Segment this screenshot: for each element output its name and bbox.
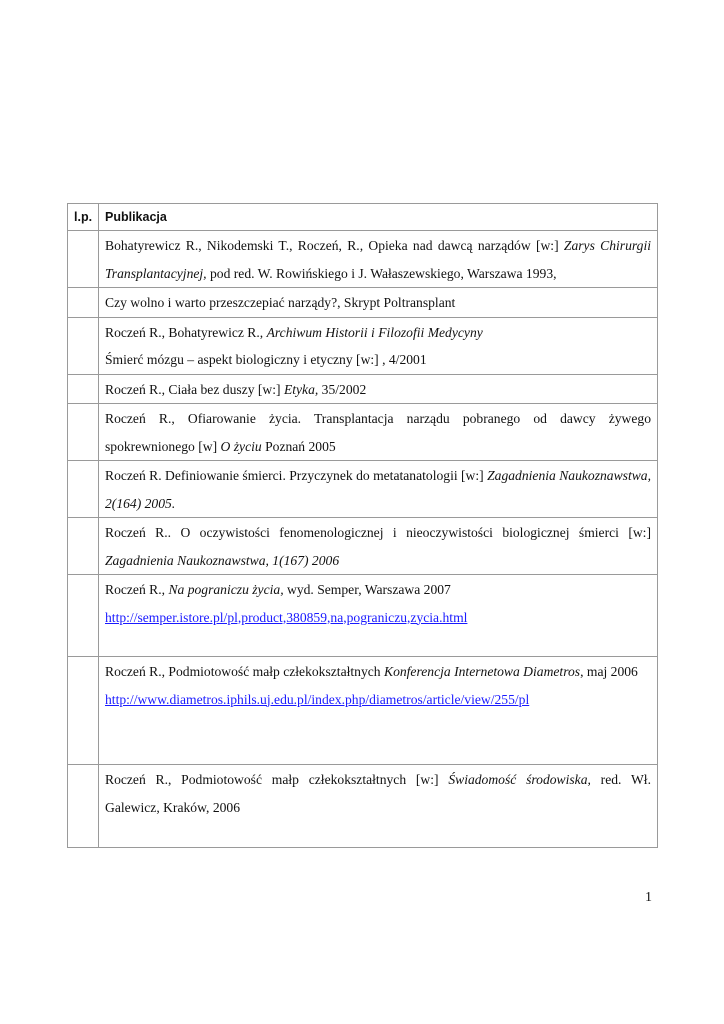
publication-cell <box>99 765 658 848</box>
publication-title: Konferencja Internetowa Diametros <box>384 664 581 679</box>
publication-text: Roczeń R., <box>105 582 169 597</box>
publication-cell <box>99 575 658 657</box>
row-number-cell <box>68 657 99 765</box>
publication-cell <box>99 231 658 288</box>
table-row <box>68 404 658 461</box>
row-number-cell <box>68 765 99 848</box>
publication-text: Roczeń R., Ofiarowanie życia. Transplantacja narządu pobranego od dawcy żywego spokrewnionego [w] <box>105 411 651 454</box>
publications-table <box>67 203 658 848</box>
publication-text: , maj 2006 <box>580 664 638 679</box>
row-number-cell <box>68 575 99 657</box>
page-number: 1 <box>645 890 652 905</box>
row-number-cell <box>68 288 99 318</box>
publication-text: 35/2002 <box>318 381 367 397</box>
row-number-cell <box>68 374 99 404</box>
publication-title: Na pograniczu życia, <box>168 582 284 597</box>
publication-text: Śmierć mózgu – aspekt biologiczny i etyczny [w:] , 4/2001 <box>105 352 427 367</box>
row-number-cell <box>68 231 99 288</box>
row-number-cell <box>68 404 99 461</box>
publication-title: Zagadnienia Naukoznawstwa, 1(167) 2006 <box>105 552 340 568</box>
publication-title: Zarys Chirurgii Transplantacyjnej, <box>105 238 652 281</box>
publication-text: Bohatyrewicz R., Nikodemski T., Roczeń, R., Opieka nad dawcą narządów [w:] <box>105 238 564 253</box>
publication-text: Czy wolno i warto przeszczepiać narządy?, Skrypt Poltransplant <box>105 295 456 310</box>
header-lp: l.p. <box>68 204 99 231</box>
publication-text: Roczeń R., Podmiotowość małp człekokształtnych [w:] <box>105 772 449 787</box>
table-header-row <box>68 204 658 231</box>
publication-link[interactable]: http://semper.istore.pl/pl,product,380859,na,pograniczu,zycia.html <box>105 609 468 625</box>
publication-text: red. Wł. Galewicz, Kraków, 2006 <box>105 772 651 815</box>
table-row <box>68 765 658 848</box>
table-row <box>68 374 658 404</box>
table-row <box>68 317 658 374</box>
table-row <box>68 288 658 318</box>
table-row <box>68 575 658 657</box>
publication-cell <box>99 404 658 461</box>
publication-cell <box>99 317 658 374</box>
publication-cell <box>99 657 658 765</box>
publication-text: pod red. W. Rowińskiego i J. Wałaszewskiego, Warszawa 1993, <box>206 265 557 281</box>
row-number-cell <box>68 518 99 575</box>
publication-title: Zagadnienia Naukoznawstwa, 2(164) 2005. <box>105 468 651 511</box>
publication-cell <box>99 518 658 575</box>
row-number-cell <box>68 461 99 518</box>
publication-cell <box>99 288 658 318</box>
publication-link[interactable]: http://www.diametros.iphils.uj.edu.pl/index.php/diametros/article/view/255/pl <box>105 691 530 707</box>
publication-cell <box>99 374 658 404</box>
publication-title: Świadomość środowiska, <box>448 772 591 787</box>
publication-title: O życiu <box>220 438 262 454</box>
publication-cell <box>99 461 658 518</box>
row-number-cell <box>68 317 99 374</box>
publication-text: Poznań 2005 <box>261 438 336 454</box>
header-publication: Publikacja <box>99 204 658 231</box>
table-row <box>68 657 658 765</box>
table-row <box>68 518 658 575</box>
publication-text: Roczeń R., Bohatyrewicz R., <box>105 324 267 340</box>
publication-text: Roczeń R., Podmiotowość małp człekokształtnych <box>105 664 384 679</box>
table-row <box>68 461 658 518</box>
publication-text: wyd. Semper, Warszawa 2007 <box>283 582 451 597</box>
table-row <box>68 231 658 288</box>
publication-title: Etyka, <box>283 381 319 397</box>
publication-title: Archiwum Historii i Filozofii Medycyny <box>266 324 483 340</box>
publication-text: Roczeń R. Definiowanie śmierci. Przyczynek do metatanatologii [w:] <box>105 468 488 483</box>
publication-text: Roczeń R.. O oczywistości fenomenologicznej i nieoczywistości biologicznej śmierci [w:] <box>105 525 651 540</box>
publication-text: Roczeń R., Ciała bez duszy [w:] <box>105 381 284 397</box>
